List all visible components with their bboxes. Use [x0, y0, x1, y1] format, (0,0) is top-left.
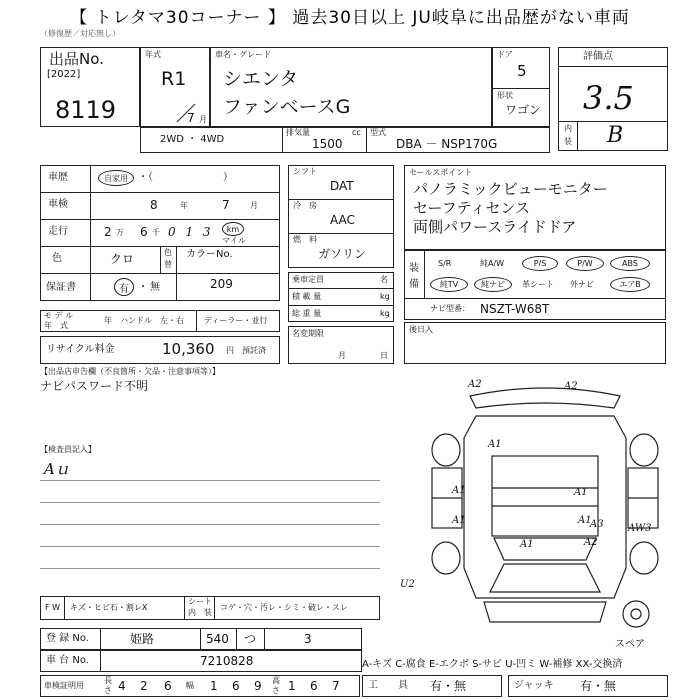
navi-model-label: ナビ型番：	[430, 304, 470, 313]
registration-label: 登 録 No.	[46, 633, 89, 644]
registration-num: 540	[206, 632, 229, 646]
seller-notes-label: 【出品店申告欄（不良箇所・欠品・注意事項等）】	[40, 367, 220, 376]
cert-mark: さ	[272, 686, 280, 695]
aircon-value: AAC	[330, 213, 355, 227]
capacity-label: 乗車定員	[292, 275, 324, 284]
fuel-label: 燃 料	[293, 235, 317, 244]
row-line	[288, 305, 394, 306]
cert-digit: 6	[310, 679, 318, 693]
equip-leather: 革シート	[522, 280, 554, 289]
interior-label-1: 内	[564, 124, 572, 133]
score-divider	[559, 66, 667, 67]
model-divider	[366, 127, 367, 153]
col-line	[90, 165, 91, 301]
recycle-label: リサイクル料金	[46, 344, 115, 355]
col-line	[264, 628, 265, 650]
color-no-label: カラーNo.	[186, 249, 233, 260]
color-value: クロ	[110, 252, 135, 266]
shape-value: ワゴン	[505, 103, 542, 117]
note-line	[40, 568, 380, 569]
equip-ext-navi: 外ナビ	[570, 280, 594, 289]
mileage-mile: マイル	[222, 236, 246, 245]
col-line	[214, 596, 215, 620]
cert-mark: 幅	[186, 681, 194, 690]
year-stamp: [2022]	[47, 69, 81, 80]
doors-label: ドア	[497, 50, 513, 59]
grade-name: ファンベースG	[223, 96, 351, 118]
sales-points-label: セールスポイント	[409, 168, 473, 177]
interior-grade: B	[607, 123, 624, 148]
jack-value: 有・無	[580, 679, 617, 693]
car-diagram	[400, 378, 690, 628]
auction-notes-label: 後日入	[409, 325, 433, 334]
sales-point-2: セーフティセンス	[413, 199, 531, 217]
tools-value: 有・無	[430, 679, 467, 693]
load-unit: kg	[380, 292, 390, 301]
note-line	[40, 480, 380, 481]
note-line	[40, 546, 380, 547]
col-line	[200, 628, 201, 650]
equip-tv: 純TV	[430, 277, 468, 292]
damage-mark: A1	[488, 439, 502, 450]
aw-note: AW3	[628, 523, 652, 534]
inspection-label: 車検	[48, 199, 68, 210]
cert-digit: 9	[254, 679, 262, 693]
year-label: 年式	[145, 50, 161, 59]
sales-point-1: パノラミックビューモニター	[413, 180, 608, 198]
tools-label: 工 具	[368, 680, 408, 691]
mileage-sen: 6	[140, 225, 148, 239]
doors-divider	[493, 88, 549, 89]
cert-digit: 6	[232, 679, 240, 693]
model-year-nen: 年	[104, 316, 112, 325]
inspector-value: Aｕ	[44, 460, 70, 478]
cert-mark: 長	[104, 676, 112, 685]
lot-label: 出品No.	[49, 50, 104, 68]
capacity-unit: 名	[380, 275, 388, 284]
fw-items: キズ・ヒビ石・割レX	[70, 603, 148, 612]
damage-mark: A2	[564, 381, 578, 392]
handle-label: ハンドル	[120, 316, 152, 325]
damage-mark: A1	[452, 515, 466, 526]
history-rest: ・（ ）	[138, 172, 233, 183]
recycle-unit: 円	[226, 346, 234, 355]
displacement-label: 排気量	[286, 128, 310, 137]
cert-label: 車検証明用	[44, 681, 84, 690]
name-change-day: 日	[380, 351, 388, 360]
dealer-label: ディーラー・並行	[204, 316, 268, 325]
inspection-year: 8	[150, 198, 158, 212]
history-label: 車歴	[48, 172, 68, 183]
equipment-label-2: 備	[409, 279, 419, 290]
equip-aw: 純A/W	[480, 259, 505, 268]
navi-model-value: NSZT-W68T	[480, 302, 550, 316]
year-slash-line	[141, 48, 211, 128]
seller-notes-value: ナビパスワード不明	[40, 379, 149, 393]
name-label: 車名・グレード	[215, 50, 271, 59]
cert-digit: 6	[164, 679, 172, 693]
mileage-label: 走行	[48, 226, 68, 237]
chassis-value: 7210828	[200, 654, 254, 668]
doors-value: 5	[517, 62, 527, 80]
color-label: 色	[52, 253, 62, 264]
interior-divider	[577, 121, 578, 151]
score-box	[558, 47, 668, 151]
top-stub: （修復歴／対応無し）	[40, 29, 120, 38]
name-change-label: 名変期限	[292, 329, 324, 338]
inspection-month-unit: 月	[250, 201, 258, 210]
equip-navi: 純ナビ	[474, 277, 512, 292]
inspection-year-unit: 年	[180, 201, 188, 210]
spec-block	[40, 165, 280, 301]
year-month: 7	[187, 111, 195, 125]
year-box	[140, 47, 210, 127]
fuel-value: ガソリン	[318, 247, 367, 261]
drive-divider	[282, 127, 283, 153]
name-box	[210, 47, 492, 127]
sales-points-box	[404, 165, 666, 250]
note-line	[40, 524, 380, 525]
cert-digit: 1	[288, 679, 296, 693]
color-divider	[160, 246, 161, 273]
name-change-month: 月	[338, 351, 346, 360]
warranty-sep: ・	[138, 282, 148, 293]
row-line	[40, 192, 280, 193]
equipment-divider	[424, 250, 425, 298]
dealer-divider	[196, 310, 197, 332]
banner: 【 トレタマ30コーナー 】 過去30日以上 JU岐阜に出品歴がない車両	[0, 0, 700, 30]
doors-box	[492, 47, 550, 127]
damage-mark: U2	[400, 579, 415, 590]
damage-mark: A2	[584, 537, 598, 548]
score-label: 評価点	[583, 51, 613, 62]
model-code-label: 型式	[370, 128, 386, 137]
row-line	[288, 233, 394, 234]
equipment-divider-h	[404, 298, 666, 299]
equip-ps: P/S	[522, 256, 558, 271]
cert-mark: 高	[272, 676, 280, 685]
drive-options: 2WD ・ 4WD	[160, 134, 225, 145]
damage-mark: A1	[452, 485, 466, 496]
model-year-label-2: 年 式	[44, 321, 68, 330]
shape-label: 形状	[497, 91, 513, 100]
interior-items: コゲ・穴・汚レ・シミ・破レ・スレ	[220, 603, 348, 612]
damage-mark: A2	[468, 379, 482, 390]
equip-pw: P/W	[566, 256, 604, 271]
model-year-label-1: モ デ ル	[44, 311, 74, 320]
equip-airbag: エアB	[610, 277, 650, 292]
row-line	[40, 219, 280, 220]
gross-label: 総 重 量	[292, 309, 322, 318]
row-line	[288, 199, 394, 200]
mileage-rest: 0 1 3	[168, 225, 214, 239]
warranty-yes: 有	[114, 278, 134, 296]
history-value: 自家用	[98, 170, 134, 186]
row-line	[288, 288, 394, 289]
interior-label-2: 装	[564, 137, 572, 146]
col-line	[184, 596, 185, 620]
chassis-label: 車 台 No.	[46, 655, 89, 666]
mileage-man: 2	[104, 225, 112, 239]
displacement-value: 1500	[312, 137, 343, 151]
registration-kana: つ	[244, 632, 257, 646]
cert-mark: さ	[104, 686, 112, 695]
color-change-2: 替	[164, 260, 172, 269]
damage-mark: A1	[574, 487, 588, 498]
inspection-month: 7	[222, 198, 230, 212]
score-value: 3.5	[583, 79, 634, 117]
recycle-value: 10,360	[162, 340, 215, 358]
jack-label: ジャッキ	[514, 680, 554, 691]
shift-label: シフト	[293, 167, 317, 176]
color-no-value: 209	[210, 277, 233, 291]
warranty-label: 保証書	[46, 282, 76, 293]
lot-number: 8119	[55, 96, 117, 124]
cert-digit: 4	[118, 679, 126, 693]
inspector-label: 【検査員記入】	[40, 445, 96, 454]
shift-value: DAT	[330, 179, 354, 193]
year-month-unit: 月	[199, 115, 207, 124]
equip-sr: S/R	[438, 259, 452, 268]
year-era: R1	[161, 68, 187, 90]
cert-digit: 1	[210, 679, 218, 693]
mileage-man-unit: 万	[116, 228, 124, 237]
displacement-unit: cc	[352, 128, 361, 137]
aircon-label: 冷 房	[293, 201, 317, 210]
registration-place: 姫路	[130, 632, 155, 646]
cert-digit: 2	[140, 679, 148, 693]
gross-unit: kg	[380, 309, 390, 318]
auction-notes-box	[404, 322, 666, 364]
equipment-label-1: 装	[409, 263, 419, 274]
model-name: シエンタ	[223, 68, 299, 90]
row-line	[40, 273, 280, 274]
equip-abs: ABS	[610, 256, 650, 271]
warranty-no: 無	[150, 282, 160, 293]
col-line	[236, 628, 237, 650]
sales-point-3: 両側パワースライドドア	[413, 218, 577, 236]
score-divider-2	[559, 121, 667, 122]
spare-label: スペア	[615, 639, 645, 650]
mileage-sen-unit: 千	[152, 228, 160, 237]
damage-mark: A1	[520, 539, 534, 550]
damage-mark: A1	[578, 515, 592, 526]
color-divider-2	[176, 246, 177, 301]
model-code-value: DBA － NSP170G	[396, 137, 498, 151]
handle-lr: 左・右	[160, 316, 184, 325]
note-line	[40, 502, 380, 503]
seat-label-1: シート	[188, 597, 212, 606]
load-label: 積 載 量	[292, 292, 322, 301]
color-change-1: 色	[164, 248, 172, 257]
damage-mark: A3	[590, 519, 604, 530]
col-line	[64, 596, 65, 620]
lot-box	[40, 47, 140, 127]
cert-digit: 7	[332, 679, 340, 693]
mileage-km: km	[222, 222, 244, 236]
fw-label: F W	[45, 603, 61, 612]
recycle-note: 預託済	[242, 346, 266, 355]
registration-digit: 3	[304, 632, 312, 646]
legend: A-キズ C-腐食 E-エクボ S-サビ U-凹ミ W-補修 XX-交換済	[362, 659, 623, 670]
seat-label-2: 内 装	[188, 608, 212, 617]
